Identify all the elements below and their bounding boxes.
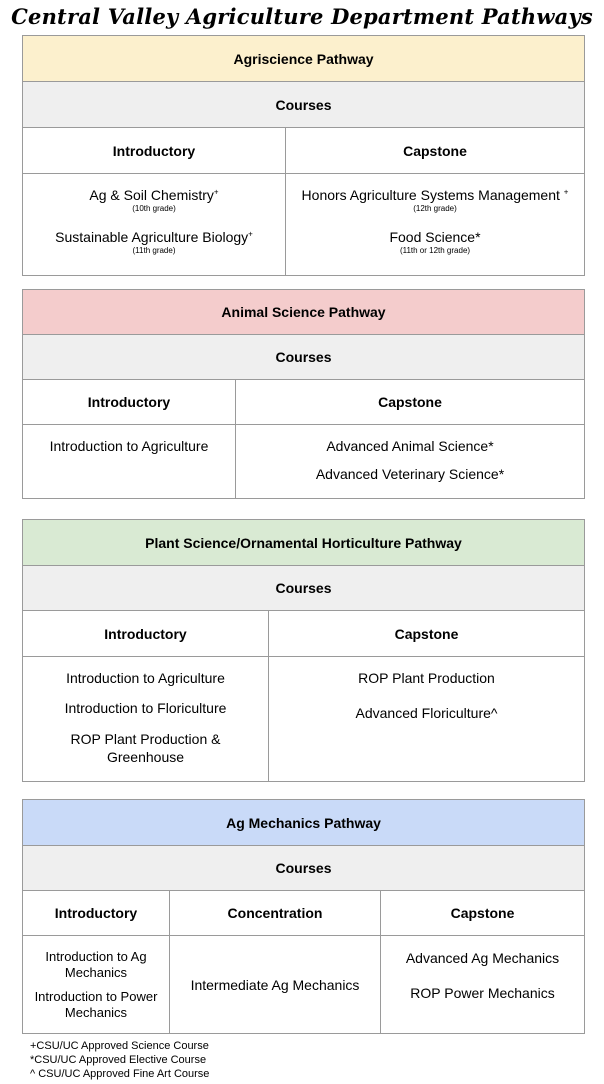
footnote-fine-art: ^ CSU/UC Approved Fine Art Course xyxy=(30,1068,210,1080)
pathway-title: Animal Science Pathway xyxy=(221,304,386,320)
course-item: Introduction to Power Mechanics xyxy=(34,989,158,1020)
pathway-title: Agriscience Pathway xyxy=(233,50,374,67)
pathway-header xyxy=(23,520,584,566)
course-item: Intermediate Ag Mechanics xyxy=(190,976,360,993)
course-item: Advanced Veterinary Science* xyxy=(315,466,505,482)
introductory-courses xyxy=(23,174,285,275)
courses-label: Courses xyxy=(275,580,332,596)
capstone-courses xyxy=(380,936,584,1033)
courses-header xyxy=(23,82,584,128)
introductory-header: Introductory xyxy=(112,142,196,159)
course-item: Introduction to Agriculture xyxy=(66,670,225,686)
introductory-courses xyxy=(23,425,235,498)
course-item: ROP Plant Production xyxy=(358,670,495,686)
pathway-header xyxy=(23,290,584,335)
pathway-title: Ag Mechanics Pathway xyxy=(226,814,381,831)
footnote-science: +CSU/UC Approved Science Course xyxy=(30,1040,209,1052)
course-item: Introduction to Agriculture xyxy=(49,438,209,454)
page-title: Central Valley Agriculture Department Pathways xyxy=(11,4,593,29)
column-headers xyxy=(23,611,584,657)
course-row xyxy=(23,425,584,498)
course-item: Advanced Floriculture^ xyxy=(355,705,498,721)
footnote-elective: *CSU/UC Approved Elective Course xyxy=(30,1054,207,1066)
column-headers xyxy=(23,128,584,174)
courses-header xyxy=(23,566,584,611)
course-item: Advanced Animal Science* xyxy=(326,438,494,454)
courses-label: Courses xyxy=(275,96,332,113)
capstone-header: Capstone xyxy=(268,611,584,656)
courses-header xyxy=(23,335,584,380)
course-row xyxy=(23,657,584,781)
course-item: Introduction to Floriculture xyxy=(64,700,227,716)
pathway-header xyxy=(23,800,584,846)
introductory-header: Introductory xyxy=(104,625,187,642)
courses-label: Courses xyxy=(275,860,332,876)
capstone-header: Capstone xyxy=(235,380,584,424)
pathway-header xyxy=(23,36,584,82)
capstone-header: Capstone xyxy=(380,891,584,935)
introductory-courses xyxy=(23,657,268,781)
course-row xyxy=(23,936,584,1033)
capstone-header: Capstone xyxy=(285,128,584,173)
introductory-courses xyxy=(23,936,169,1033)
animal-science-pathway-table xyxy=(22,289,585,499)
agriscience-pathway-table xyxy=(22,35,585,276)
course-item: Advanced Ag Mechanics xyxy=(405,950,560,966)
courses-header xyxy=(23,846,584,891)
course-row xyxy=(23,174,584,275)
concentration-courses xyxy=(169,936,380,1033)
plant-science-pathway-table xyxy=(22,519,585,782)
course-item: Sustainable Agriculture Biology+ (11th grade) xyxy=(55,229,253,255)
course-item: Food Science* (11th or 12th grade) xyxy=(389,229,481,255)
concentration-header: Concentration xyxy=(169,891,380,935)
pathway-title: Plant Science/Ornamental Horticulture Pathway xyxy=(145,534,462,551)
capstone-courses xyxy=(268,657,584,781)
ag-mechanics-pathway-table xyxy=(22,799,585,1034)
course-item: ROP Power Mechanics xyxy=(410,985,555,1001)
column-headers xyxy=(23,891,584,936)
capstone-courses xyxy=(235,425,584,498)
capstone-courses xyxy=(285,174,584,275)
column-headers xyxy=(23,380,584,425)
course-item: Introduction to Ag Mechanics xyxy=(45,949,147,980)
courses-label: Courses xyxy=(275,349,332,365)
course-item: Ag & Soil Chemistry+ (10th grade) xyxy=(89,187,219,213)
course-item: ROP Plant Production & Greenhouse xyxy=(70,731,221,765)
introductory-header: Introductory xyxy=(87,394,171,410)
course-item: Honors Agriculture Systems Management + (12th grade) xyxy=(301,187,569,213)
introductory-header: Introductory xyxy=(54,905,138,921)
